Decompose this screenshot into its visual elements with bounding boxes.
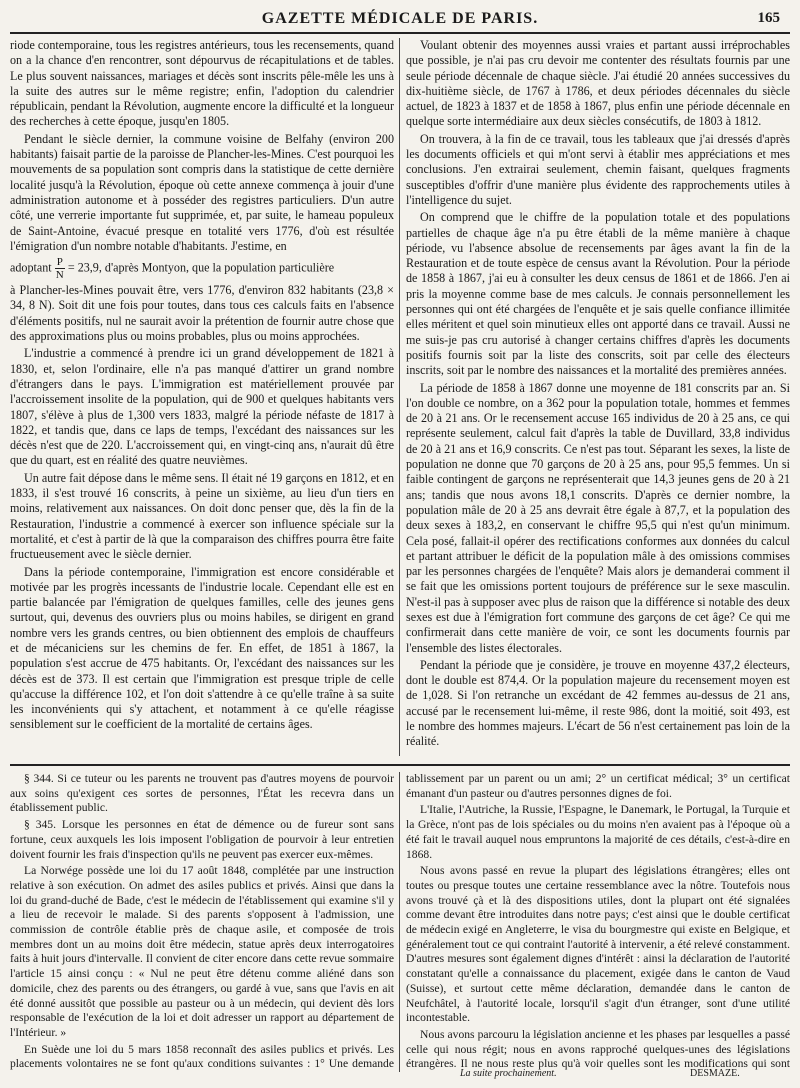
fraction-suffix: = 23,9, d'après Montyon, que la population particulière	[67, 260, 335, 275]
paragraph: L'Italie, l'Autriche, la Russie, l'Espagne, le Danemark, le Portugal, la Turquie et la Grèce, n'ont pas de lois spéciales ou du moins n'en avaient pas à l'époque où a été fait le travail auquel nous empruntons la majorité de ces détails, c'est-à-dire en 1868.	[406, 803, 790, 861]
fraction	[55, 256, 65, 281]
article-column-right	[406, 38, 790, 756]
paragraph: Un autre fait dépose dans le même sens. Il était né 19 garçons en 1812, et en 1833, il s'est trouvé 16 conscrits, à peine un sixième, au lieu d'un tiers en moins, relativement aux naissances. On doit donc penser que, dès la fin de la Restauration, l'industrie a commencé à exercer son influence spéciale sur la mortalité, et c'est à partir de là que la comparaison des chiffres pourra être faite fructueusement avec le siècle dernier.	[10, 470, 394, 562]
page-number: 165	[757, 10, 780, 26]
author-signature: DESMAZE.	[690, 1068, 740, 1079]
column-divider	[399, 772, 400, 1072]
paragraph: On trouvera, à la fin de ce travail, tous les tableaux que j'ai dressés d'après les documents officiels et qui m'ont servi à établir mes appréciations et mes conclusions. J'en extrairai seulement, chemin faisant, quelques fragments susceptibles d'offrir d'une manière plus évidente des rapprochements utiles à l'intelligence du sujet.	[406, 131, 790, 207]
paragraph: Dans la période contemporaine, l'immigration est encore considérable et motivée par les progrès incessants de l'industrie locale. Cependant elle est en partie balancée par l'émigration de quelques familles, celle des jeunes gens surtout, qui, devenus des ouvriers plus ou moins habiles, se dirigent en grand nombre vers les grands centres, ou bien obtiennent des emplois de chauffeurs et de mécaniciens sur les chemins de fer. En effet, de 1851 à 1867, la population s'est accrue de 475 habitants. Or, l'excédant des naissances sur les décès est de 373. Il est certain que l'immigration est presque triple de celle qu'accuse la différence 102, et l'on doit s'attendre à ce qu'elle traîne à sa suite les inconvénients qui s'y attachent, et notamment à ce qu'elle réagisse sensiblement sur le coefficient de la mortalité de certains âges.	[10, 564, 394, 732]
section-separator	[10, 764, 790, 766]
paragraph: On comprend que le chiffre de la population totale et des populations partielles de chaque âge n'a pu être établi de la même manière à chaque période, vu l'absence absolue de recensements par âges avant la fin de la Restauration et de toute espèce de census avant la Révolution. Pour la période de 1858 à 1867, j'ai eu à consulter les deux census de 1861 et de 1866. J'en ai pris la moyenne comme base de mes calculs. Je connais personnellement les personnes qui ont été chargées de l'enquête et je sais quelle confiance illimitée elles méritent et quel soin minutieux elles ont apporté dans ce travail. Aussi ne me suis-je pas cru autorisé à changer certains chiffres d'après les documents positifs fournis soit par la liste des conscrits, soit par celle des électeurs inscrits, soit par le nombre des naissances et la mortalité des premières années.	[406, 210, 790, 378]
fraction-prefix: adoptant	[10, 260, 52, 275]
paragraph: La Norwége possède une loi du 17 août 1848, complétée par une instruction relative à son exécution. On admet des asiles publics et privés. Ainsi que dans la loi du grand-duché de Bade, c'est le médecin de l'établissement qui examine s'il y a lieu de recevoir le malade. Si des parents s'opposent à l'admission, une commission de contrôle établie près de chaque asile, et composée de trois membres dont un au moins doit être médecin, statue après deux interrogatoires faits à huit jours d'intervalle. Il convient de citer encore dans cette revue sommaire l'article 15 ainsi conçu : « Nul ne peut être détenu comme aliéné dans son domicile, chez des parents ou des étrangers, ou gardé à vue, sans que l'avis en ait été donné aussitôt que possible au pasteur ou à un médecin, qui devient dès lors responsable de l'exécution de la loi et doit adresser un rapport au département de l'Intérieur. »	[10, 864, 394, 1039]
paragraph: § 344. Si ce tuteur ou les parents ne trouvent pas d'autres moyens de pourvoir aux soins qu'exigent ces sortes de personnes, l'État les recevra dans un établissement public.	[10, 772, 394, 815]
fraction-denominator: N	[55, 269, 64, 282]
paragraph: La période de 1858 à 1867 donne une moyenne de 181 conscrits par an. Si l'on double ce nombre, on a 362 pour la population totale, hommes et femmes de 20 à 21 ans. Or le recensement accuse 165 individus de 20 à 25 ans, ce qui représente seulement, calcul fait d'après la table de Duvillard, 33,8 individus de 20 à 21 ans et 16,9 conscrits. Ce n'est pas tout. Séparant les sexes, la liste de population ne donne que 70 garçons de 20 à 25 ans, pour 95,5 femmes. Un si faible contingent de garçons ne représenterait que 14,3 jeunes gens de 20 à 21 ans; tandis que nous avons 18,1 conscrits. D'après ce dernier nombre, la population mâle de 20 à 25 ans devrait être égale à 87,7, et la population des deux sexes à 183,2, en conservant le chiffre 95,5 qui n'est qu'un minimum. Cela posé, fallait-il opérer des rectifications conformes aux données du calcul et partant attribuer le déficit de la population mâle à des omissions commises par les personnes chargées de l'enquête? Mais alors je demanderai comment il se fait que les omissions portent toujours de préférence sur le sexe masculin. N'est-il pas à supposer avec plus de raison que la différence si notable des deux sexes est due à l'émigration fort commune des garçons de cet âge? Ce qui me confirmerait dans cette manière de voir, ce sont les documents fournis par l'ensemble des listes électorales.	[406, 380, 790, 655]
paragraph: § 345. Lorsque les personnes en état de démence ou de fureur sont sans fortune, ceux auxquels les lois imposent l'obligation de pourvoir à leur entretien doivent fournir les frais d'inspection qu'ils ne peuvent pas exercer eux-mêmes.	[10, 818, 394, 861]
paragraph: Pendant la période que je considère, je trouve en moyenne 437,2 électeurs, dont le double est 874,4. Or la population majeure du recensement moyen est de 1,028. Si l'on retranche un excédant de 42 femmes au-dessus de 21 ans, accusé par le recensement lui-même, il reste 986, dont la moitié, soit 493, est le nombre des hommes majeurs. L'écart de 56 n'est certainement pas loin de la réalité.	[406, 657, 790, 749]
journal-title: GAZETTE MÉDICALE DE PARIS.	[261, 10, 539, 27]
paragraph: Nous avons passé en revue la plupart des législations étrangères; elles ont toutes ou presque toutes une certaine ressemblance avec la nôtre. Toutefois nous avons trouvé çà et là des dispositions utiles, dont la plupart ont été signalées comme devant être introduites dans notre pays; c'est ainsi que le double certificat de médecin exigé en Angleterre, le visa du bourgmestre qui existe en Belgique, et généralement tout ce qui contraint l'autorité à intervenir, a été relevé constamment. D'autres mesures sont également dignes d'intérêt : ainsi la déclaration de l'autorité constatant qu'elle a connaissance du placement, exigée dans le canton de Vaud (Suisse), et surtout cette même déclaration, demandée dans le canton de Neufchâtel, à l'autorité locale, lorsqu'il s'agit d'un étranger, sont d'une utilité incontestable.	[406, 864, 790, 1025]
fraction-numerator: P	[56, 256, 63, 269]
paragraph: Nous avons parcouru la législation ancienne et les phases par lesquelles a passé celle qui nous régit; nous en avons rapproché quelques-unes des législations étrangères. Il ne nous reste plus qu'à voir quelles sont les modifications qui sont	[406, 1027, 790, 1071]
paragraph: tablissement par un parent ou un ami; 2° un certificat médical; 3° un certificat émanant d'un pasteur ou d'autres personnes dignes de foi.	[406, 772, 790, 800]
column-divider	[399, 38, 400, 756]
paragraph: Pendant le siècle dernier, la commune voisine de Belfahy (environ 200 habitants) faisait partie de la paroisse de Plancher-les-Mines. C'est pourquoi les mouvements de sa population sont compris dans la statistique de cette dernière localité jusqu'à la Révolution, époque où cette annexe commença à jouir d'une administration autonome et à posséder des registres particuliers. D'un autre côté, une verrerie importante fut supprimée, et, par suite, le hameau populeux de Saint-Antoine, évacué presque en totalité vers 1776, d'où est résultée l'émigration d'un nombre notable d'habitants. J'estime, en	[10, 131, 394, 253]
feuilleton-column-left	[10, 772, 394, 1072]
feuilleton-column-right	[406, 772, 790, 1072]
paragraph: à Plancher-les-Mines pouvait être, vers 1776, d'environ 832 habitants (23,8 × 34, 8 N). Soit dit une fois pour toutes, dans tous ces calculs faits en l'absence d'éléments positifs, nul ne saurait avoir la prétention de fournir autre chose que des approximations plus ou moins probables, plus ou moins approchées.	[10, 283, 394, 344]
article-column-left	[10, 38, 394, 756]
paragraph: riode contemporaine, tous les registres antérieurs, tous les recensements, quand on a la chance d'en rencontrer, sont dépourvus de récapitulations et de tables. Le plus souvent naissances, mariages et décès sont inscrits pêle-mêle les uns à la suite des autres sur le même registre; enfin, l'adoption du calendrier républicain, pendant la Révolution, augmente encore la difficulté et la longueur des recherches à cette époque, jusqu'en 1805.	[10, 38, 394, 129]
paragraph: L'industrie a commencé à prendre ici un grand développement de 1821 à 1830, et, selon l'ordinaire, elle n'a pas manqué d'attirer un grand nombre d'étrangers dans le pays. L'immigration est matériellement prouvée par l'accroissement insolite de la population, qui de 900 et quelques habitants vers 1807, s'élève à plus de 1,300 vers 1833, malgré la période néfaste de 1817 à 1822, et tandis que, dans ce laps de temps, l'excédant des naissances sur les décès n'est que de 220. L'accroissement qui, en vingt-cinq ans, n'aurait dû être que du quart, est en réalité des quatre neuvièmes.	[10, 346, 394, 468]
continued-note: La suite prochainement.	[460, 1068, 557, 1079]
fraction-line	[10, 256, 394, 281]
paragraph: Voulant obtenir des moyennes aussi vraies et partant aussi irréprochables que possible, je n'ai pas cru devoir me contenter des résultats fournis par une seule période décennale de chaque siècle. J'ai étudié 20 années successives du dix-huitième siècle, de 1767 à 1786, et deux périodes décennales du siècle actuel, de 1823 à 1837 et de 1858 à 1867, plus enfin une période décennale en quelque sorte intermédiaire aux deux siècles consécutifs, de 1803 à 1812.	[406, 38, 790, 129]
page-header	[10, 10, 790, 34]
paragraph: En Suède une loi du 5 mars 1858 reconnaît des asiles publics et privés. Les placements volontaires ne se font qu'aux conditions suivantes : 1° Une demande	[10, 1042, 394, 1071]
